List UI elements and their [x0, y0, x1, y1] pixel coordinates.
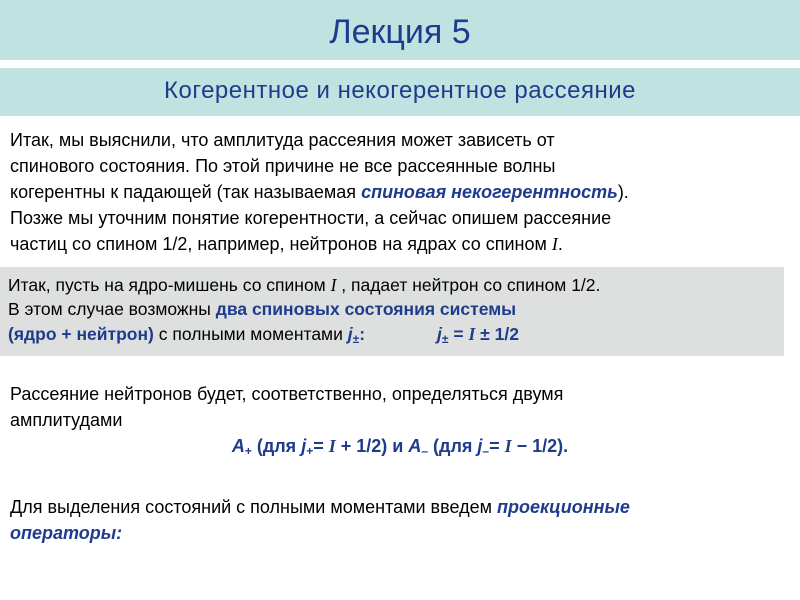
amp-text: + 1/2) и — [335, 436, 409, 456]
intro-line: спинового состояния. По этой причине не все рассеянные волны — [10, 156, 556, 176]
intro-text: когерентны к падающей (так называемая — [10, 182, 362, 202]
formula-rest: ± 1/2 — [475, 324, 519, 344]
box-line — [8, 322, 519, 351]
box-text: , падает нейтрон со спином 1/2. — [336, 275, 601, 295]
intro-text: частиц со спином 1/2, например, нейтронов на ядрах со спином — [10, 234, 552, 254]
spin-symbol: I — [504, 436, 512, 456]
j-letter: j — [437, 324, 442, 344]
j-letter: j — [301, 436, 307, 456]
amp-text: = — [489, 436, 505, 456]
emphasis-term: проекционные — [496, 497, 630, 517]
j-letter: j — [477, 436, 483, 456]
amp-minus — [408, 436, 568, 456]
intro-line — [10, 231, 790, 257]
emphasis-term: спиновая некогерентность — [361, 182, 618, 202]
intro-line — [10, 179, 790, 205]
emphasis-term: операторы: — [10, 523, 123, 543]
slide-subtitle: Когерентное и некогерентное рассеяние — [164, 77, 636, 104]
box-text: Итак, пусть на ядро-мишень со спином — [8, 275, 331, 295]
proj-text: Для выделения состояний с полными моментами введем — [10, 497, 497, 517]
j-subscript: + — [306, 444, 314, 458]
projectors-paragraph — [10, 494, 790, 546]
j-letter: j — [347, 324, 353, 344]
box-text: с полными моментами — [153, 324, 348, 344]
j-symbol — [348, 324, 359, 344]
intro-text: ). — [617, 182, 629, 202]
subtitle-band — [0, 68, 800, 116]
amp-text: = — [313, 436, 329, 456]
emphasis-term: два спиновых состояния системы — [215, 299, 517, 319]
colon: : — [359, 324, 366, 344]
j-subscript: ± — [352, 332, 360, 346]
spin-symbol: I — [330, 275, 337, 295]
emphasis-term: (ядро + нейтрон) — [8, 324, 154, 344]
amp-text: (для — [428, 436, 478, 456]
amp-subscript: – — [421, 444, 429, 458]
box-text: В этом случае возможны — [8, 299, 216, 319]
amp-text: − 1/2). — [511, 436, 569, 456]
intro-text: . — [557, 234, 563, 254]
amp-subscript: + — [244, 444, 252, 458]
amp-letter: A — [231, 436, 245, 456]
j-subscript: ± — [441, 332, 449, 346]
amp-letter: A — [408, 436, 422, 456]
title-band — [0, 0, 800, 60]
momentum-formula — [437, 324, 519, 344]
proj-line — [10, 494, 790, 520]
amplitudes-formula — [0, 433, 800, 464]
spin-symbol: I — [468, 324, 476, 344]
box-line — [8, 273, 600, 297]
intro-line: Позже мы уточним понятие когерентности, а сейчас опишем рассеяние — [10, 208, 612, 228]
box-line — [8, 297, 516, 321]
intro-paragraph — [10, 127, 790, 257]
amp-text: (для — [251, 436, 302, 456]
spin-symbol: I — [328, 436, 336, 456]
highlight-box — [0, 267, 784, 356]
scattering-paragraph — [10, 381, 790, 433]
formula-eq: = — [448, 324, 469, 344]
intro-line: Итак, мы выяснили, что амплитуда рассеяния может зависеть от — [10, 130, 555, 150]
slide-title: Лекция 5 — [329, 13, 471, 51]
j-subscript: – — [482, 444, 490, 458]
spin-symbol: I — [551, 234, 558, 254]
scatter-line: Рассеяние нейтронов будет, соответственно, определяться двумя — [10, 384, 564, 404]
amp-plus — [232, 436, 409, 456]
scatter-line: амплитудами — [10, 410, 123, 430]
proj-line — [10, 520, 790, 546]
